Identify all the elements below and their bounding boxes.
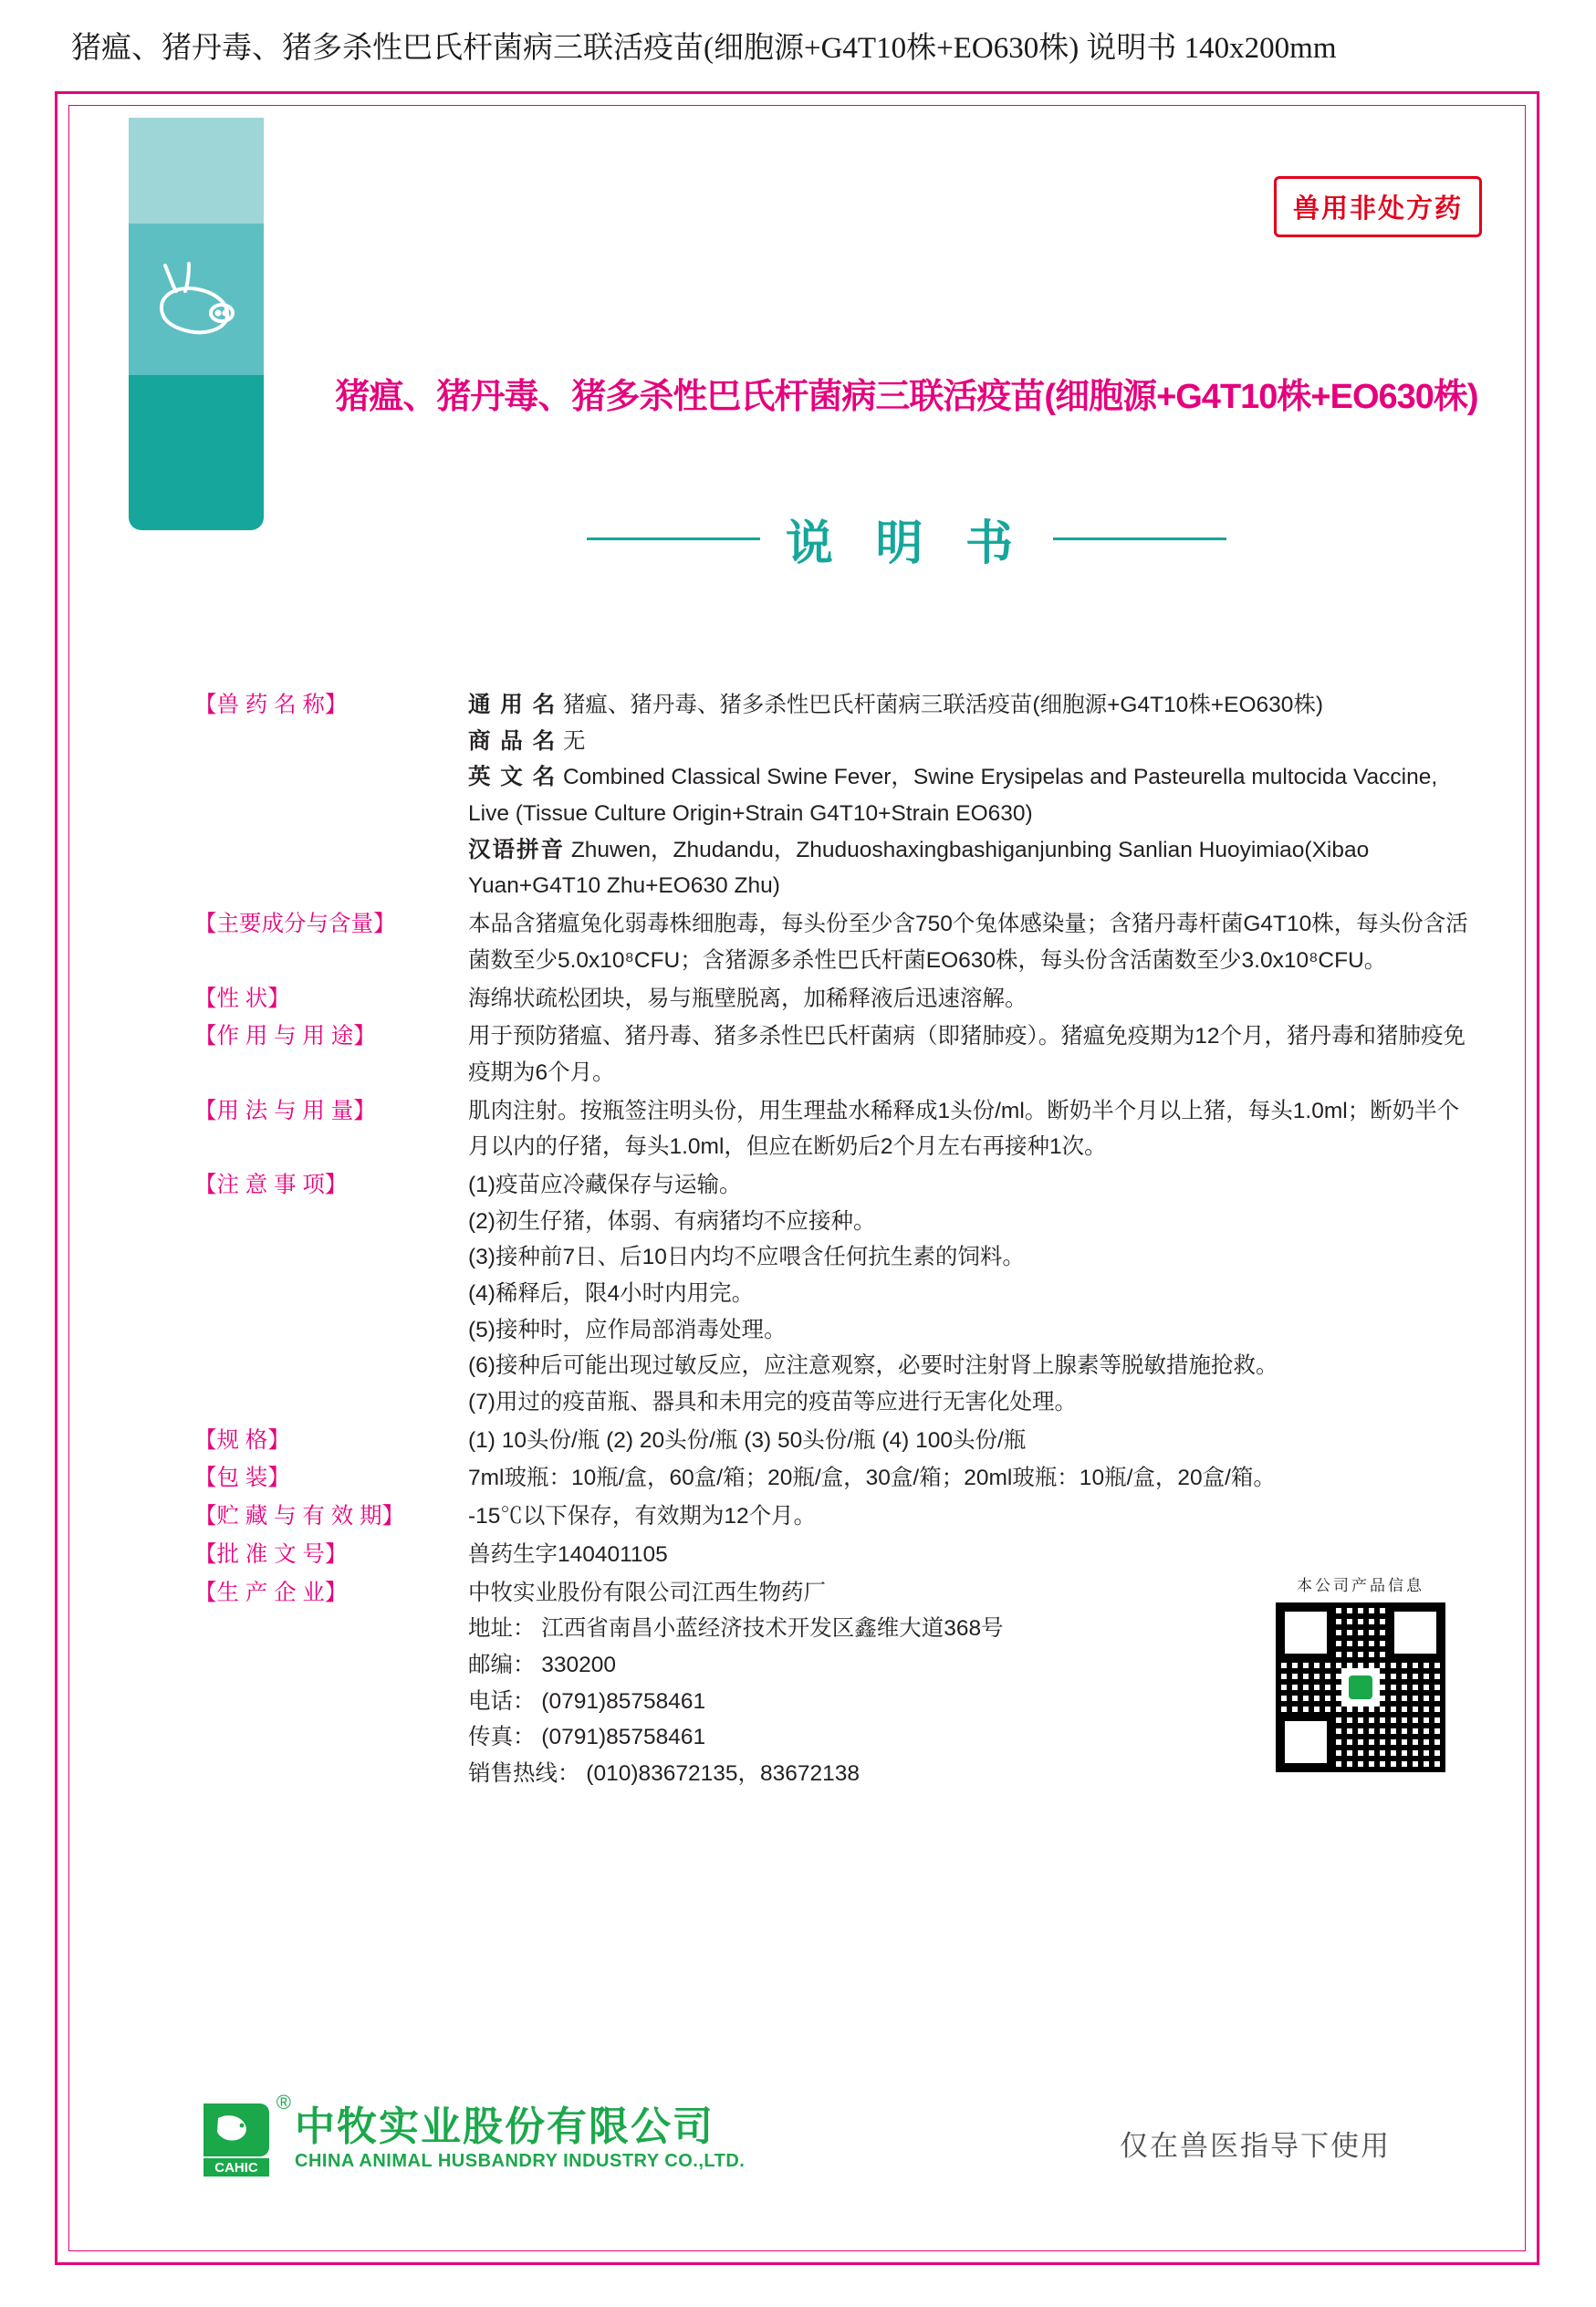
qr-section bbox=[1263, 1572, 1458, 1772]
value-composition: 本品含猪瘟兔化弱毒株细胞毒，每头份至少含750个兔体感染量；含猪丹毒杆菌G4T10株，每头份含活菌数至少5.0x10⁸CFU；含猪源多杀性巴氏杆菌EO630株，每头份含活菌数至少3.0x10⁸CFU。 bbox=[468, 912, 1468, 973]
label-package: 【包 装】 bbox=[194, 1466, 290, 1491]
value-english-name: Combined Classical Swine Fever，Swine Erysipelas and Pasteurella multocida Vaccine, Live (Tissue Culture Origin+Strain G4T10+Strain EO630) bbox=[468, 765, 1438, 827]
value-drug-name bbox=[468, 687, 1473, 904]
divider-left bbox=[587, 538, 760, 540]
note-item: (5)接种时，应作局部消毒处理。 bbox=[468, 1317, 787, 1342]
subtitle-row bbox=[331, 505, 1482, 573]
value-approval: 兽药生字140401105 bbox=[468, 1541, 668, 1567]
note-item: (1)疫苗应冷藏保存与运输。 bbox=[468, 1172, 742, 1197]
label-notes: 【注 意 事 项】 bbox=[194, 1172, 348, 1197]
note-item: (2)初生仔猪，体弱、有病猪均不应接种。 bbox=[468, 1208, 876, 1234]
note-item: (6)接种后可能出现过敏反应，应注意观察，必要时注射肾上腺素等脱敏措施抢救。 bbox=[468, 1353, 1278, 1379]
label-drug-name: 【兽 药 名 称】 bbox=[194, 693, 348, 717]
manufacturer-address: 地址： 江西省南昌小蓝经济技术开发区鑫维大道368号 bbox=[468, 1616, 1004, 1642]
value-notes bbox=[468, 1167, 1473, 1421]
manufacturer-fax: 传真： (0791)85758461 bbox=[468, 1725, 706, 1750]
qr-code[interactable] bbox=[1276, 1602, 1445, 1772]
label-spec: 【规 格】 bbox=[194, 1427, 290, 1453]
value-trade-name: 无 bbox=[562, 728, 586, 754]
veterinary-guidance-note: 仅在兽医指导下使用 bbox=[1120, 2130, 1391, 2162]
label-approval: 【批 准 文 号】 bbox=[194, 1541, 348, 1567]
label-trade-name: 商 品 名 bbox=[468, 728, 558, 754]
cahic-logo-icon bbox=[194, 2091, 291, 2180]
manufacturer-name: 中牧实业股份有限公司江西生物药厂 bbox=[468, 1580, 826, 1605]
label-english-name: 英 文 名 bbox=[468, 765, 558, 790]
divider-right bbox=[1053, 538, 1226, 540]
page-caption: 猪瘟、猪丹毒、猪多杀性巴氏杆菌病三联活疫苗(细胞源+G4T10株+EO630株) 说明书 140x200mm bbox=[71, 32, 1337, 65]
qr-corner-icon bbox=[1276, 1712, 1336, 1772]
label-property: 【性 状】 bbox=[194, 986, 290, 1011]
section-property bbox=[194, 981, 1473, 1018]
vaccine-vial-illustration bbox=[129, 118, 264, 530]
otc-badge: 兽用非处方药 bbox=[1274, 176, 1482, 237]
section-approval bbox=[194, 1537, 1473, 1573]
label-pinyin: 汉语拼音 bbox=[468, 837, 565, 862]
manufacturer-hotline: 销售热线： (010)83672135，83672138 bbox=[468, 1760, 861, 1786]
note-item: (4)稀释后，限4小时内用完。 bbox=[468, 1281, 755, 1306]
section-package bbox=[194, 1460, 1473, 1497]
company-name-cn: 中牧实业股份有限公司 bbox=[295, 2104, 715, 2150]
section-drug-name bbox=[194, 687, 1473, 904]
company-name-en: CHINA ANIMAL HUSBANDRY INDUSTRY CO.,LTD. bbox=[295, 2150, 746, 2171]
company-name-block bbox=[295, 2104, 745, 2172]
registered-trademark-icon: ® bbox=[276, 2091, 291, 2114]
section-usage bbox=[194, 1018, 1473, 1091]
svg-text:CAHIC: CAHIC bbox=[214, 2160, 258, 2176]
value-storage: -15℃以下保存，有效期为12个月。 bbox=[468, 1504, 817, 1529]
label-manufacturer: 【生 产 企 业】 bbox=[194, 1580, 348, 1605]
qr-caption: 本公司产品信息 bbox=[1297, 1577, 1424, 1594]
value-package: 7ml玻瓶：10瓶/盒，60盒/箱；20瓶/盒，30盒/箱；20ml玻瓶：10瓶/盒，20盒/箱。 bbox=[468, 1466, 1276, 1491]
company-logo-block bbox=[194, 2091, 746, 2180]
section-composition bbox=[194, 906, 1473, 978]
qr-center-mark bbox=[1349, 1675, 1372, 1699]
document-subtitle: 说 明 书 bbox=[786, 517, 1027, 570]
note-item: (3)接种前7日、后10日内均不应喂含任何抗生素的饲料。 bbox=[468, 1245, 1025, 1270]
label-composition: 【主要成分与含量】 bbox=[194, 912, 396, 937]
note-item: (7)用过的疫苗瓶、器具和未用完的疫苗等应进行无害化处理。 bbox=[468, 1390, 1077, 1415]
label-usage: 【作 用 与 用 途】 bbox=[194, 1024, 376, 1049]
section-storage bbox=[194, 1498, 1473, 1535]
section-dosage bbox=[194, 1093, 1473, 1165]
value-spec: (1) 10头份/瓶 (2) 20头份/瓶 (3) 50头份/瓶 (4) 100头份/瓶 bbox=[468, 1427, 1027, 1453]
manufacturer-postcode: 邮编： 330200 bbox=[468, 1652, 617, 1677]
pig-icon bbox=[149, 255, 244, 346]
product-title: 猪瘟、猪丹毒、猪多杀性巴氏杆菌病三联活疫苗(细胞源+G4T10株+EO630株) bbox=[335, 378, 1478, 416]
label-generic-name: 通 用 名 bbox=[468, 693, 558, 717]
value-pinyin: Zhuwen，Zhudandu，Zhuduoshaxingbashiganjunbing Sanlian Huoyimiao(Xibao Yuan+G4T10 Zhu+EO630 Zhu) bbox=[468, 837, 1370, 899]
value-dosage: 肌肉注射。按瓶签注明头份，用生理盐水稀释成1头份/ml。断奶半个月以上猪，每头1.0ml；断奶半个月以内的仔猪，每头1.0ml，但应在断奶后2个月左右再接种1次。 bbox=[468, 1098, 1460, 1160]
vial-cap bbox=[129, 118, 264, 224]
manufacturer-phone: 电话： (0791)85758461 bbox=[468, 1688, 706, 1714]
section-spec bbox=[194, 1423, 1473, 1459]
section-notes bbox=[194, 1167, 1473, 1421]
label-storage: 【贮 藏 与 有 效 期】 bbox=[194, 1504, 405, 1529]
value-property: 海绵状疏松团块，易与瓶壁脱离，加稀释液后迅速溶解。 bbox=[468, 986, 1027, 1011]
value-usage: 用于预防猪瘟、猪丹毒、猪多杀性巴氏杆菌病（即猪肺疫）。猪瘟免疫期为12个月，猪丹毒和猪肺疫免疫期为6个月。 bbox=[468, 1024, 1466, 1085]
leaflet-sheet bbox=[55, 91, 1539, 2265]
vial-bottom bbox=[129, 375, 264, 530]
qr-center-logo bbox=[1341, 1668, 1380, 1707]
value-generic-name: 猪瘟、猪丹毒、猪多杀性巴氏杆菌病三联活疫苗(细胞源+G4T10株+EO630株) bbox=[562, 693, 1324, 717]
label-dosage: 【用 法 与 用 量】 bbox=[194, 1098, 376, 1123]
